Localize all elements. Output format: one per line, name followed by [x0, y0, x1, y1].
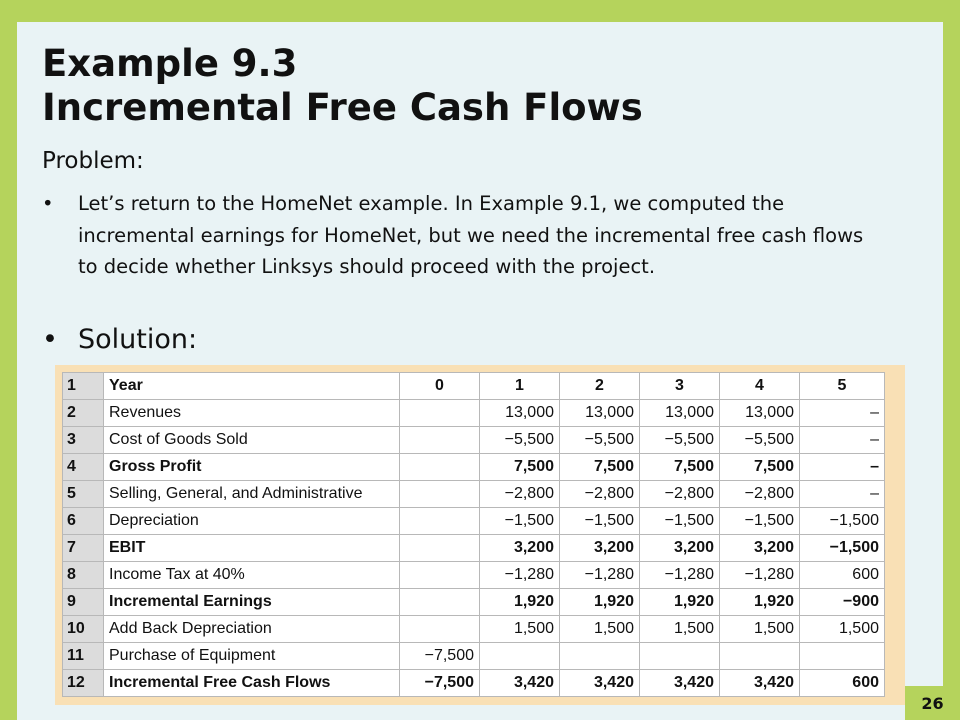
value-cell: 13,000: [560, 400, 640, 427]
value-cell: −5,500: [720, 427, 800, 454]
value-cell: −1,500: [560, 508, 640, 535]
table-row: [63, 643, 885, 670]
value-cell: 3,420: [640, 670, 720, 697]
value-cell: [400, 508, 480, 535]
table-header-row: [63, 373, 885, 400]
table-row: [63, 616, 885, 643]
value-cell: −5,500: [560, 427, 640, 454]
value-cell: [480, 643, 560, 670]
row-number-cell: 3: [63, 427, 104, 454]
value-cell: −7,500: [400, 643, 480, 670]
solution-label: Solution:: [78, 324, 198, 355]
value-cell: 3,200: [640, 535, 720, 562]
value-cell: −1,280: [480, 562, 560, 589]
row-label-cell: EBIT: [104, 535, 400, 562]
value-cell: 7,500: [480, 454, 560, 481]
row-label-cell: Purchase of Equipment: [104, 643, 400, 670]
value-cell: [400, 616, 480, 643]
value-cell: 13,000: [720, 400, 800, 427]
year-number-cell: 4: [720, 373, 800, 400]
row-number-cell: 5: [63, 481, 104, 508]
year-header-cell: Year: [104, 373, 400, 400]
value-cell: –: [800, 400, 885, 427]
solution-bullet: [42, 322, 197, 358]
value-cell: [560, 643, 640, 670]
value-cell: [400, 400, 480, 427]
value-cell: 1,500: [720, 616, 800, 643]
year-number-cell: 1: [480, 373, 560, 400]
table-row: [63, 481, 885, 508]
value-cell: [400, 454, 480, 481]
value-cell: [720, 643, 800, 670]
value-cell: −900: [800, 589, 885, 616]
value-cell: −1,280: [720, 562, 800, 589]
value-cell: 600: [800, 670, 885, 697]
problem-bullet: [42, 188, 872, 283]
bullet-icon: •: [42, 324, 58, 355]
value-cell: 1,500: [560, 616, 640, 643]
year-number-cell: 2: [560, 373, 640, 400]
value-cell: −1,500: [800, 535, 885, 562]
value-cell: −1,280: [560, 562, 640, 589]
value-cell: 1,920: [720, 589, 800, 616]
row-number-cell: 1: [63, 373, 104, 400]
value-cell: 3,200: [480, 535, 560, 562]
table-row: [63, 508, 885, 535]
value-cell: 3,420: [720, 670, 800, 697]
value-cell: [400, 562, 480, 589]
value-cell: −2,800: [560, 481, 640, 508]
value-cell: [800, 643, 885, 670]
year-number-cell: 3: [640, 373, 720, 400]
row-label-cell: Add Back Depreciation: [104, 616, 400, 643]
value-cell: 7,500: [640, 454, 720, 481]
table-row: [63, 670, 885, 697]
value-cell: 1,920: [480, 589, 560, 616]
problem-text: Let’s return to the HomeNet example. In Example 9.1, we computed the incremental earnings for HomeNet, but we need the incremental free cash flows to decide whether Linksys should proceed with the project.: [78, 192, 864, 278]
slide: [17, 22, 943, 720]
row-number-cell: 6: [63, 508, 104, 535]
title-line-2: Incremental Free Cash Flows: [42, 86, 643, 129]
table-row: [63, 535, 885, 562]
value-cell: −2,800: [480, 481, 560, 508]
row-label-cell: Gross Profit: [104, 454, 400, 481]
value-cell: −1,500: [640, 508, 720, 535]
value-cell: 3,200: [720, 535, 800, 562]
row-label-cell: Revenues: [104, 400, 400, 427]
table-row: [63, 427, 885, 454]
table-row: [63, 589, 885, 616]
value-cell: 1,920: [640, 589, 720, 616]
value-cell: −1,500: [480, 508, 560, 535]
problem-heading: Problem:: [42, 148, 144, 174]
row-number-cell: 8: [63, 562, 104, 589]
value-cell: −1,500: [800, 508, 885, 535]
row-number-cell: 10: [63, 616, 104, 643]
title-line-1: Example 9.3: [42, 42, 298, 85]
value-cell: 3,420: [480, 670, 560, 697]
value-cell: –: [800, 427, 885, 454]
value-cell: −2,800: [720, 481, 800, 508]
row-label-cell: Cost of Goods Sold: [104, 427, 400, 454]
value-cell: −1,500: [720, 508, 800, 535]
row-label-cell: Incremental Free Cash Flows: [104, 670, 400, 697]
value-cell: 3,420: [560, 670, 640, 697]
value-cell: 1,500: [800, 616, 885, 643]
value-cell: −1,280: [640, 562, 720, 589]
value-cell: 1,920: [560, 589, 640, 616]
table-row: [63, 562, 885, 589]
value-cell: −7,500: [400, 670, 480, 697]
value-cell: 7,500: [560, 454, 640, 481]
table-row: [63, 400, 885, 427]
value-cell: 3,200: [560, 535, 640, 562]
row-number-cell: 2: [63, 400, 104, 427]
table-panel: [55, 365, 905, 705]
value-cell: 1,500: [480, 616, 560, 643]
value-cell: –: [800, 481, 885, 508]
row-label-cell: Income Tax at 40%: [104, 562, 400, 589]
value-cell: [400, 589, 480, 616]
value-cell: [400, 535, 480, 562]
table-row: [63, 454, 885, 481]
year-number-cell: 0: [400, 373, 480, 400]
row-label-cell: Incremental Earnings: [104, 589, 400, 616]
value-cell: –: [800, 454, 885, 481]
row-number-cell: 4: [63, 454, 104, 481]
row-number-cell: 9: [63, 589, 104, 616]
value-cell: −2,800: [640, 481, 720, 508]
value-cell: [400, 427, 480, 454]
bullet-icon: •: [42, 192, 54, 215]
row-number-cell: 12: [63, 670, 104, 697]
value-cell: −5,500: [480, 427, 560, 454]
value-cell: [640, 643, 720, 670]
slide-title: [42, 42, 643, 130]
page-number: 26: [905, 686, 960, 720]
row-number-cell: 11: [63, 643, 104, 670]
row-label-cell: Selling, General, and Administrative: [104, 481, 400, 508]
free-cash-flow-table: [62, 372, 885, 697]
row-number-cell: 7: [63, 535, 104, 562]
value-cell: [400, 481, 480, 508]
value-cell: 13,000: [640, 400, 720, 427]
year-number-cell: 5: [800, 373, 885, 400]
value-cell: 13,000: [480, 400, 560, 427]
value-cell: 600: [800, 562, 885, 589]
row-label-cell: Depreciation: [104, 508, 400, 535]
value-cell: 1,500: [640, 616, 720, 643]
value-cell: −5,500: [640, 427, 720, 454]
value-cell: 7,500: [720, 454, 800, 481]
